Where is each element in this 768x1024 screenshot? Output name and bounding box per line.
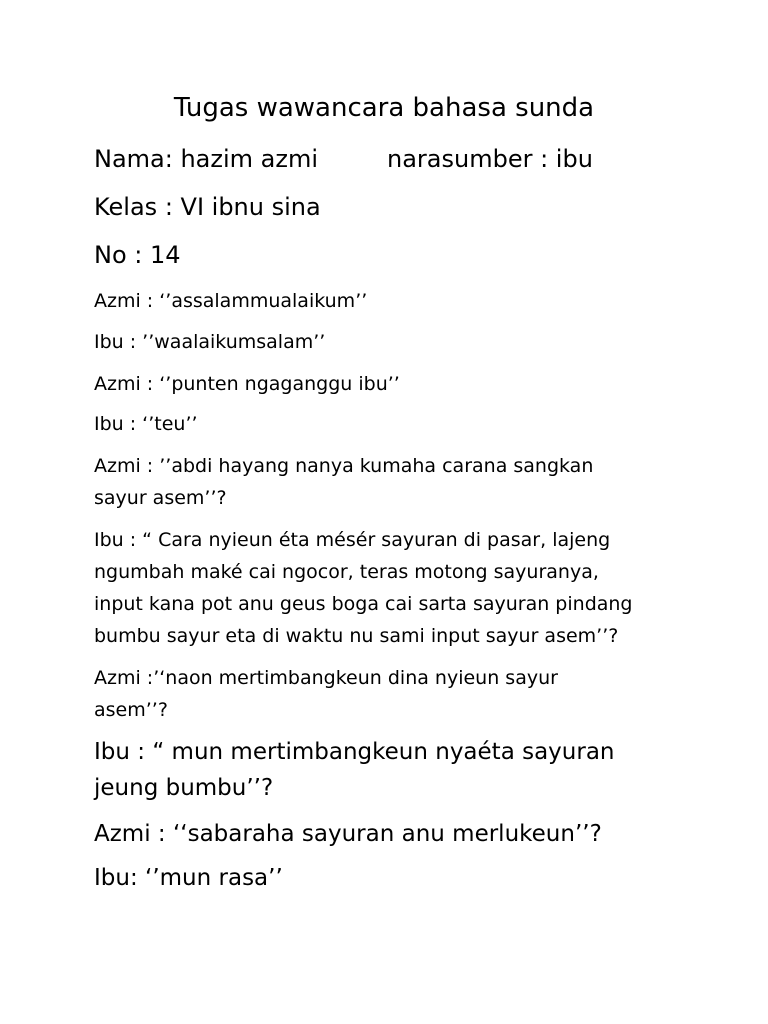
dialogue-line: input kana pot anu geus boga cai sarta sayuran pindang <box>94 593 633 615</box>
dialogue-line: Ibu : ‘’teu’’ <box>94 413 198 435</box>
dialogue-line: Ibu : ’’waalaikumsalam’’ <box>94 331 326 353</box>
source-line: narasumber : ibu <box>387 145 593 173</box>
number-line: No : 14 <box>94 241 181 269</box>
dialogue-line: bumbu sayur eta di waktu nu sami input sayur asem’’? <box>94 625 619 647</box>
dialogue-line: Ibu : “ mun mertimbangkeun nyaéta sayuran <box>94 739 615 765</box>
class-line: Kelas : VI ibnu sina <box>94 193 321 221</box>
dialogue-line: Azmi : ‘’assalammualaikum’’ <box>94 290 368 312</box>
dialogue-line: sayur asem’’? <box>94 487 227 509</box>
dialogue-line: Azmi :’‘naon mertimbangkeun dina nyieun sayur <box>94 667 558 689</box>
dialogue-line: Azmi : ‘‘sabaraha sayuran anu merlukeun’’? <box>94 821 602 847</box>
dialogue-line: Ibu : “ Cara nyieun éta mésér sayuran di pasar, lajeng <box>94 529 611 551</box>
name-line: Nama: hazim azmi <box>94 145 319 173</box>
dialogue-line: asem’’? <box>94 699 168 721</box>
dialogue-line: Ibu: ‘’mun rasa’’ <box>94 865 283 891</box>
dialogue-line: ngumbah maké cai ngocor, teras motong sayuranya, <box>94 561 599 583</box>
document-title: Tugas wawancara bahasa sunda <box>173 93 595 123</box>
dialogue-line: jeung bumbu’’? <box>94 775 274 801</box>
dialogue-line: Azmi : ’’abdi hayang nanya kumaha carana sangkan <box>94 455 594 477</box>
dialogue-line: Azmi : ‘’punten ngaganggu ibu’’ <box>94 373 400 395</box>
